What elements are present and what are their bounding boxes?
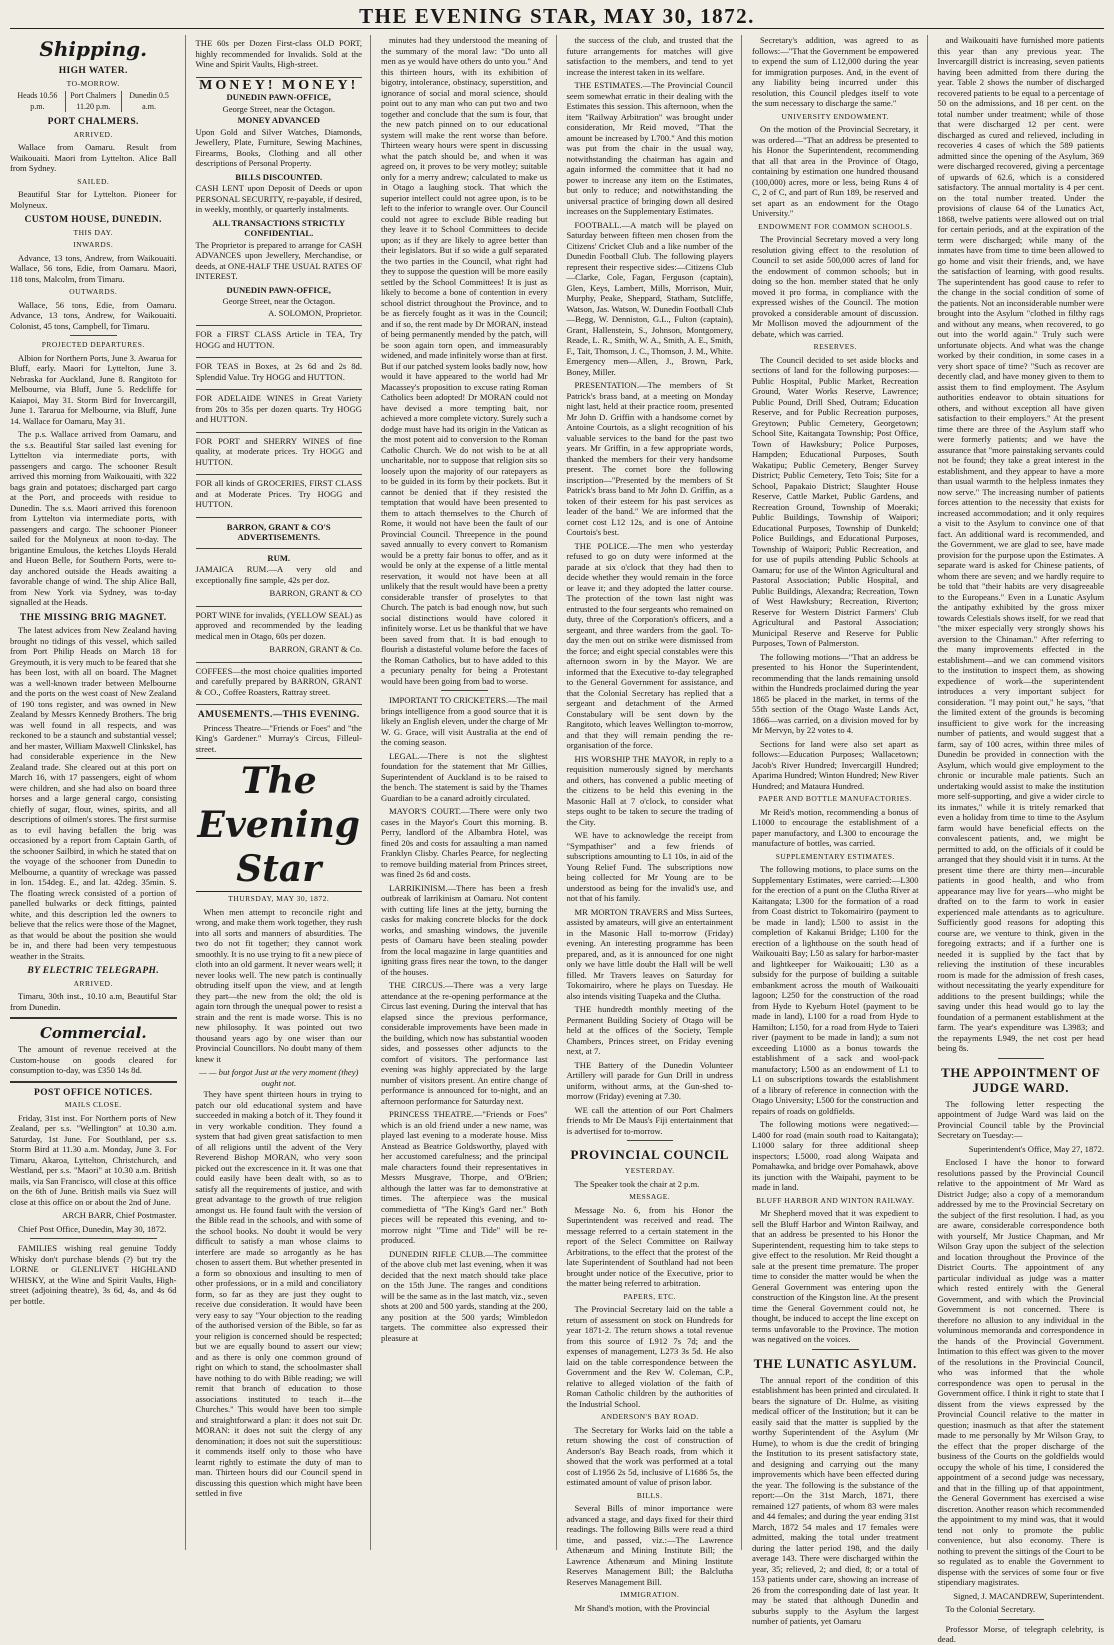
rum-signature: BARRON, GRANT & CO	[269, 588, 362, 598]
ad-groceries	[196, 475, 363, 518]
pc-immigration-label: IMMIGRATION.	[620, 1590, 680, 1599]
judge-ward-letter: Enclosed I have the honor to forward resolutions passed by the Provincial Council relative to the appointment of Mr Ward as District Judge; also a copy of a memorandum addressed by me to the Provincial Secretary on the subject of the first resolution. I had, as you are aware, considerable correspondence both with yourself, Mr Justice Chapman, and Mr Wilson Gray upon the subject of the selection and location throughout the Province of the District Courts. The appointment of any particular individual as judge was a matter which rested entirely with the General Government, and with which the Provincial Government is not concerned. There is therefore no allusion to any individual in the voluminous memoranda and correspondence in the hands of the Provincial Government. Intimation to this effect was given to the mover of the resolutions in the Provincial Council, who was informed that the whole correspondence was open to perusal in the Government office. I think it right to state that I dissent from the views expressed by the Provincial Council relative to the matter in question; inasmuch as that after the statement made to me personally by Mr Wilson Gray, to the effect that the proper discharge of the business of the Courts on the goldfields would occupy the whole of his time, I considered the appointment of a second judge was necessary, and that in the filling up of that appointment, the General Government has exercised a wise discretion. Another reason which recommended the appointment to my mind was, that it would tend not only to promote the public convenience, but also economy. There is nothing to prevent the sittings of the Court to be so regulated as to enable the Government to dispense with the services of some four or five stipendiary magistrates.	[937, 1157, 1104, 1587]
amusements-head: AMUSEMENTS.—THIS EVENING.	[197, 710, 360, 720]
sailed-label: SAILED.	[77, 176, 110, 186]
ad-tea-1	[196, 326, 363, 358]
pc-message-label: MESSAGE.	[629, 1192, 671, 1201]
barron-grant-head: BARRON, GRANT & CO'S ADVERTISEMENTS.	[226, 521, 331, 542]
leader-text: When men attempt to reconcile right and wrong, and make them work together, they rush into all sorts and manners of absurdities. The two do not fit together; they cannot work smoothly. It is no use trying to fit a new piece of cloth into an old garment. It never wears well; it never looks well. The new patch is continually obtruding itself upon the view, and at length they part—the new from the old; the old is again torn through the unequal power to resist a strain and the rent is made worse. This is no new philosophy. It was pointed out two thousand years ago by one wiser than our Provincial Councillors. No doubt many of them knew it	[195, 906, 363, 1064]
reserves-text-3: Sections for land were also set apart as follows:—Education Purposes; Wallacetown; Jacob's River Hundred; Invercargill Hundred; Aparima Hundred; Winton Hundred; New River Hundred; and Mataura Hundred.	[752, 738, 919, 791]
travers-item: MR MORTON TRAVERS and Miss Surtees, assisted by amateurs, will give an entertainment in the Masonic Hall to-morrow (Friday) evening. An interesting programme has been prepared, and, as it is announced for one night only we have little doubt the Hall will be well filled. Mr Travers leaves on Saturday for Tokomairiro, where he plays on Tuesday. He also intends visiting Tuapeka and the Clutha.	[566, 906, 733, 1001]
missing-brig-text: The latest advices from New Zealand having brought no tidings of this vessel, which sailed from Port Philip Heads on March 18 for Greymouth, it is very much to be feared that she has been lost, with all on board. The Magnet was a well-known trader between Melbourne and the ports on the west coast of New Zealand of 190 tons register, and was owned in New Zealand by Messrs Kennedy Brothers. The brig was well found in all respects, and was reckoned to be a staunch and substantial vessel; and her master, William Maxwell Clinkskel, has had considerable experience in the New Zealand trade. She cleared out at this port on March 16, with 17 passengers, eight of whom were children, and she had also on board three horses and a large general cargo, consisting chiefly of sugar, flour, wines, spirits, and all descriptions of oilmen's stores. The first surmise as to evil having befallen the brig was occasioned by a report from Captain Garth, of the schooner Sailbird, in which he stated that on the voyage of the schooner from Dunedin to Melbourne, a quantity of wreckage was passed in lon. 154deg. E., and lat. 42deg. 35min. S. The floating wreck consisted of a portion of panelled bulwarks or deck fittings, painted white, and this description led the owners to believe that the relics were those of the Magnet, as that would be about the position she would be in, and there had been very tempestuous weather in the Straits.	[10, 625, 177, 961]
mails-close-label: MAILS CLOSE.	[64, 1100, 122, 1109]
ad-pawn-office	[196, 78, 363, 327]
tide-dunedin: Dunedin 0.5 a.m.	[129, 91, 169, 111]
shipping-news: The p.s. Wallace arrived from Oamaru, and the s.s. Beautiful Star sailed last evening for Lyttelton via intermediate ports, with passengers and cargo. The schooner Result arrived this morning from Waikouaiti, with 322 bags grain and potatoes; discharged part cargo at the Port, and proceeds with residue to Dunedin. The s.s. Maori arrived this forenoon from Lyttelton via intermediate ports, with passengers and cargo. The schooner Pioneer sailed for the Molyneux at noon to-day. The brigantine Emulous, the ketches Lloyds Herald and Hueon Belle, for Southern Ports, were to-day anchored outside the Heads awaiting a favorable change of wind. The ship Alice Ball, from New York via Sydney, was to-day signalled at the Heads.	[10, 429, 177, 607]
university-label: UNIVERSITY ENDOWMENT.	[781, 111, 890, 121]
post-office-text: Friday, 31st inst. For Northern ports of New Zealand, per s.s. "Wellington" at 10.30 a.m. Saturday, 1st June. For Southland, per s.s. Storm Bird at 11.30 a.m. Monday, June 3. For Timaru, Akaroa, Lyttelton, Christchurch, and Westland, per s.s. "Maori" at 10.30 a.m. British mails, via San Francisco, will close at this office on the 6th of June. British mails via Suez will close at this office on or about the 2nd of June.	[10, 1112, 177, 1207]
pc-bills: Several Bills of minor importance were advanced a stage, and days fixed for their third readings. The following Bills were read a third time, and passed, viz.:—The Lawrence Athenæum and Mining Institute Bill; the Lawrence Athenæum and Mining Institute Reserves Management Bill; the Balclutha Reserves Management Bill.	[566, 1503, 733, 1587]
paper-label: PAPER AND BOTTLE MANUFACTORIES.	[758, 794, 912, 803]
coffees-text: COFFEES—the most choice qualities imported and carefully prepared by BARRON, GRANT & CO., Coffee Roasters, Rattray street.	[195, 665, 362, 697]
commercial-text: The amount of revenue received at the Custom-house on goods cleared for consumption to-day, was £350 14s 8d.	[10, 1044, 177, 1075]
pc-message: Message No. 6, from his Honor the Superintendent was received and read. The message referred to a certain statement in the report of the Select Committee on Railway Arbitrations, to the effect that the protest of the late Superintendent of Southland had not been brought under notice of the Executive, prior to the matter being referred to arbitration.	[566, 1204, 733, 1288]
ad-tea-2-text: FOR TEAS in Boxes, at 2s 6d and 2s 8d. Splendid Value. Try HOGG and HUTTON.	[195, 361, 362, 382]
telegraph-head: BY ELECTRIC TELEGRAPH.	[27, 966, 160, 976]
port-wine-signature: BARRON, GRANT & Co.	[269, 644, 362, 654]
reserves-label: RESERVES.	[813, 342, 857, 351]
pawn-office-head-2: DUNEDIN PAWN-OFFICE,	[226, 284, 331, 295]
pc-papers: The Provincial Secretary laid on the table a return of assessment on stock on Hundreds for year 1871-2. The return shows a total revenue from this source of L912 7s 7d; and the expenses of management, L273 3s 5d. He also laid on the table correspondence between the Government and the Rev W. Coleman, C.P., relative to alleged violation of the faith of Roman Catholic children by the authorities of the Industrial School.	[566, 1304, 733, 1409]
bluff-label: BLUFF HARBOR AND WINTON RAILWAY.	[756, 1195, 915, 1205]
money-advanced: MONEY ADVANCED	[237, 115, 320, 125]
ad-barron-grant	[196, 518, 363, 549]
proprietor-text: The Proprietor is prepared to arrange for CASH ADVANCES upon Jewellery, Merchandise, or deeds, at ONE-HALF THE USUAL RATES OF INTEREST.	[195, 239, 362, 281]
pc-immigration: Mr Shand's motion, with the Provincial	[574, 1602, 710, 1613]
ad-adelaide-text: FOR ADELAIDE WINES in Great Variety from 20s to 35s per dozen quarts. Try HOGG and HUTTON.	[195, 393, 362, 424]
this-day-label: THIS DAY.	[73, 227, 113, 237]
reserves-text-2: The following motions—"That an address be presented to his Honor the Superintendent, recommending that the lands remaining unsold within the Hundreds proclaimed during the year 1865 be placed in the market, in terms of the 55th section of the Otago Waste Lands Act, 1866—was carried, on a division moved for by Mr Mervyn, by 22 votes to 4.	[752, 651, 919, 735]
column-2	[196, 35, 372, 1550]
pc-anderson: The Secretary for Works laid on the table a return showing the cost of construction of Anderson's Bay Beach roads, from which it showed that the work was performed at a total cost of L1956 2s 5d, inclusive of L1686 5s, the estimated amount of value of prison labor.	[566, 1424, 733, 1487]
mayor-item: HIS WORSHIP THE MAYOR, in reply to a requisition numerously signed by merchants and others, has convened a public meeting of the citizens to be held this evening in the Masonic Hall at 7 o'clock, to consider what steps ought to be taken to secure the trading of the City.	[566, 753, 733, 827]
divider	[70, 335, 117, 336]
ad-old-port-text: THE 60s per Dozen First-class OLD PORT, highly recommended for Invalids. Sold at the Wine and Spirit Vaults, High-street.	[195, 38, 362, 69]
inwards-label: INWARDS.	[73, 240, 114, 249]
ad-tea-2	[196, 358, 363, 390]
column-1	[10, 35, 186, 1550]
arrived-text: Wallace from Oamaru. Result from Waikouaiti. Maori from Lyttelton. Alice Ball from Sydney.	[10, 142, 177, 173]
pc-continued: Secretary's addition, was agreed to as follows:—"That the Government be empowered to expend the sum of L12,000 during the year for immigration purposes. And, in the event of any liability being incurred under this resolution, this Council pledges itself to vote the sum necessary to discharge the same."	[752, 35, 919, 108]
judge-ward-to: To the Colonial Secretary.	[945, 1604, 1036, 1614]
supplementary-text: The following motions, to place sums on the Supplementary Estimates, were carried:—L300 for the erection of a punt on the Clutha River at Kaitangata; L300 for the formation of a road from Coast district to Tokomairiro (payment to be made in land); L500 to assist in the completion of Kakanui Bridge; L100 for the erection of a lighthouse on the south head of Waikouaiti Bay; L50 as salary for harbor-master and lightkeeper for Waikouaiti; L30 as a subsidy for the purpose of building a suitable embankment across the mouth of Waikouaiti lagoon; L250 for the construction of the road from Hyde to Kyeburn Hotel (payment to be made in land), L100 for a road from Hyde to Hamilton; L150, for a road from Hyde to Taieri river (payment to be made in land); a sum not exceeding L1000 as a bonus towards the establishment of a sack and wool-pack manufactory; L500 as an endowment of L1 to L1 on subscriptions towards the establishment of a library of reference in connection with the Otago University; L500 for the construction and repairs of roads on goldfields.	[752, 864, 919, 1116]
bluff-text: Mr Shepherd moved that it was expedient to sell the Bluff Harbor and Winton Railway, and that an address be presented to his Honor the Superintendent, requesting him to take steps to give effect to the resolution. Mr Reid thought a sale at the present time premature. The proper time to consider the matter would be when the General Government was entering upon the construction of the Kingston line. At the present time the General Government could not, he thought, be induced to accept the line except on terms unfavorable to the Province. The motion was negatived on the voices.	[752, 1208, 919, 1344]
football-item: FOOTBALL.—A match will be played on Saturday between fifteen men chosen from the Citizens' Cricket Club and a like number of the Dunedin Football Club. The following players represent their respective sides:—Citizens Club—Clarke, Cole, Fagan, Ferguson (captain), Glen, Keys, Lambert, Mills, Morrison, Muir, Murphy, Peake, Sheppard, Statham, Sutcliffe, Watson, Jas. Watson, W. Dunedin Football Club—Begg, W. Denniston, G.L., Fulton (captain), Grant, Hallenstein, S., Johnson, Montgomery, Reade, L. R., Smith, W. A., Smith, A. E., Smith, F., Tait, Thomson, J. C., Thomson, J. M., White. Emergency men—Allen, J., Brown, Park, Boney, Miller.	[566, 219, 733, 377]
presentation-item: PRESENTATION.—The members of St Patrick's brass band, at a meeting on Monday night last, held at their practice room, presented Mr John D. Griffin with a handsome cornet by Antoine Courtois, as a slight recognition of his valuable services to the band for the past two years. Mr Griffin, in a few appropriate words, thanked the members for their very handsome present. The cornet bore the following inscription—"Presented by the members of St Patrick's brass band to Mr John D. Griffin, as a token of their esteem for his past services as leader of the band." We are informed that the cornet cost L12 12s, and is one of Antoine Courtois's best.	[566, 380, 733, 537]
outwards-label: OUTWARDS.	[69, 287, 118, 296]
ad-rum	[196, 549, 363, 607]
divider	[10, 1017, 177, 1019]
commercial-title: Commercial.	[39, 1024, 147, 1042]
pc-papers-label: PAPERS, ETC.	[623, 1291, 677, 1301]
cricketers-item: IMPORTANT TO CRICKETERS.—The mail brings intelligence from a good source that it is likely an English eleven, under the charge of Mr W. G. Grace, will visit Australia at the end of the coming season.	[381, 695, 548, 747]
provincial-council-head: PROVINCIAL COUNCIL	[570, 1147, 729, 1162]
tomorrow-label: TO-MORROW.	[66, 78, 120, 88]
post-office-signature: ARCH BARR, Chief Postmaster.	[62, 1210, 177, 1220]
judge-ward-office: Superintendent's Office, May 27, 1872.	[968, 1143, 1104, 1154]
supplementary-label: SUPPLEMENTARY ESTIMATES.	[775, 851, 895, 861]
ad-old-port	[196, 35, 363, 78]
divider	[812, 1349, 859, 1350]
inwards-text: Advance, 13 tons, Andrew, from Waikouaiti. Wallace, 56 tons, Edie, from Oamaru. Maori, 118 tons, Malcolm, from Timaru.	[10, 252, 177, 284]
police-item: THE POLICE.—The men who yesterday refused to go on duty were informed at the parade at six o'clock that they had then to decide whether they would remain in the force or leave it; and they adopted the latter course. The protection of the town last night was entrusted to the four sergeants who remained on duty, three of the Corporation's officers, and a sergeant, and three warders from the gaol. To-day the men out on strike were dismissed from the force; and eight special constables were this afternoon sworn in by the Mayor. We are informed that the Executive to-day telegraphed to the General Government for assistance, and that the Colonial Secretary has replied that a sergeant and detachment of the Armed Constabulary will be sent down by the Rangitoto, which leaves Wellington to-morrow, and that they will remain pending the re-organisation of the force.	[566, 540, 733, 750]
ad-port-sherry	[196, 433, 363, 476]
leader-text-2: They have spent thirteen hours in trying to patch our old educational system and have succeeded in making a botch of it. They found it in very workable condition. They found a system that had given great satisfaction to men of all religions until the advent of the Very Reverend Bishop MORAN, who very soon picked out the excrescence in it. It was one that could easily have been dealt with, so as to satisfy all the requirements of justice, and with great advantage to the growth of true religion amongst us. He found fault with the version of the Bible read in the schools, and with some of the school books. No doubt it would be very difficult to satisfy a man whose claims to interfere are made so arrogantly as he has chosen to assert them. But whether presented in a form so obnoxious and insulting to men of other professions, or in a mild and conciliatory form, so far as they are just they ought to receive due consideration. It would have been very easy to say "Your objection to the reading of the authorised version of the Bible, so far as your religion is concerned should be respected; but we are equally bound to assert our view; and as there is only one common ground of right on which to stand, the schoolmaster shall have nothing to do with Bible reading; we will remit that branch of education to those associations instituted to teach it—the Churches." This would have been too simple and straightforward a plan: it does not suit Dr. MORAN: it does not suit the clergy of any denomination; it does not suit the superstitious: it commends itself only to those who have learnt rightly to estimate the duty of man to man. Thirteen hours did our Council spend in discussing this question which might have been settled in five	[195, 1089, 362, 1498]
page-masthead: THE EVENING STAR, MAY 30, 1872.	[10, 4, 1104, 29]
cash-lent: CASH LENT upon Deposit of Deeds or upon PERSONAL SECURITY, re-payable, if desired, in weekly, monthly, or quarterly instalments.	[195, 183, 362, 214]
endowment-label: ENDOWMENT FOR COMMON SCHOOLS.	[758, 221, 913, 231]
estimates-item: THE ESTIMATES.—The Provincial Council seem somewhat erratic in their dealing with the Estimates this session. This afternoon, when the item "Railway Arbitration" was brought under consideration, Mr Reid moved, "That the amount be increased by L700." And this motion was put from the chair in the usual way, notwithstanding the chairman has again and again informed the committee that it had no power to increase any item on the Estimates, but only to reduce; and notwithstanding the universal practice of bringing down all desired increases on the Supplementary Estimates.	[566, 80, 733, 216]
column-3	[381, 35, 557, 1550]
rifle-club-continued: the success of the club, and trusted that the future arrangements for matches will give satisfaction to the members, and tend to yet increase the interest taken in its welfare.	[566, 35, 733, 77]
ad-adelaide	[196, 390, 363, 433]
port-chalmers-item: WE call the attention of our Port Chalmers friends to Mr De Maus's Fiji entertainment that is advertised for to-morrow.	[566, 1104, 733, 1136]
telegraph-arrived: ARRIVED.	[73, 978, 113, 988]
ad-tea-1-text: FOR a FIRST CLASS Article in TEA, Try HOGG and HUTTON.	[195, 329, 362, 350]
pawn-office-address: George Street, near the Octagon.	[222, 103, 335, 114]
port-chalmers-head: PORT CHALMERS.	[47, 117, 139, 127]
divider	[998, 1619, 1045, 1620]
judge-ward-signed: Signed, J. MACANDREW, Superintendent.	[953, 1590, 1104, 1601]
post-office-footer: Chief Post Office, Dunedin, May 30, 1872.	[18, 1223, 167, 1234]
pc-chair: The Speaker took the chair at 2 p.m.	[574, 1178, 700, 1189]
rum-head: RUM.	[267, 552, 291, 563]
pawn-office-address-2: George Street, near the Octagon.	[222, 296, 335, 306]
larrikinism-item: LARRIKINISM.—There has been a fresh outbreak of larrikinism at Oamaru. Not content with cutting life lines at the jetty, burning the casks for making concrete blocks for the dock works, and smashing windows, the juvenile pests of Oamaru have been stealing powder from the local magazine in large quantities and igniting grass fires near the town, to the danger of the houses.	[381, 882, 548, 977]
lunatic-asylum-text: The annual report of the condition of this establishment has been printed and circulated. It bears the signature of Dr. Hulme, as visiting medical officer of the Institution; but it can be easily said that the matter is supplied by the worthy Superintendent of the Asylum (Mr Hume), to whom is due the credit of bringing the Institution to its present satisfactory state, and designing and carrying out the many improvements which have been effected during the year. The following is the substance of the report:—On the 31st March, 1871, there remained 127 patients, of whom 83 were males and 44 females; and during the year ending 31st March, 1872 54 males and 17 females were admitted, making the total under treatment during the latter period 198, and the daily average 143. There were discharged within the year, 35; relieved, 2; and died, 8; or a total of 153 patients under care, showing an increase of 26 from the corresponding date of last year. It may be stated that although Dunedin and suburbs supply to the Asylum the largest number of patients, yet Oamaru	[752, 1374, 919, 1626]
divider	[30, 1238, 157, 1239]
endowment-text: The Provincial Secretary moved a very long resolution giving effect to the resolution of Council to set aside 500,000 acres of land for the endowment of common schools; but in doing so the hon. member stated that he only moved it pro forma, in compliance with the expressed wishes of the Council. The motion provoked a considerable amount of discussion. Mr Mollison moved the adjournment of the debate, which was carried.	[752, 234, 919, 339]
tide-table	[10, 91, 177, 112]
ad-coffees	[196, 663, 363, 706]
high-water-head: HIGH WATER.	[58, 66, 128, 76]
ad-groceries-text: FOR all kinds of GROCERIES, FIRST CLASS and at Moderate Prices. Try HOGG and HUTTON.	[195, 478, 362, 509]
battery-item: THE Battery of the Dunedin Volunteer Artillery will parade for Gun Drill in undress uniform, without arms, at the Gun-shed to-morrow (Friday) evening at 7.30.	[566, 1059, 733, 1101]
divider	[441, 690, 488, 691]
bills-discounted: BILLS DISCOUNTED.	[235, 171, 323, 182]
rifle-club-item: DUNEDIN RIFLE CLUB.—The committee of the above club met last evening, when it was decided that the next match should take place on the 15th June. The ranges and conditions will be the same as in the last match, viz., seven shots at 200 and 500 yards, standing at the 200, any position at the 500 yards; Wimbledon targets. The committee also expressed their pleasure at	[381, 1248, 548, 1343]
projected-label: PROJECTED DEPARTURES.	[41, 340, 145, 349]
pawn-office-head: DUNEDIN PAWN-OFFICE,	[226, 92, 331, 102]
lunatic-asylum-head: THE LUNATIC ASYLUM.	[753, 1355, 917, 1371]
arrived-label: ARRIVED.	[73, 129, 113, 139]
sailed-text: Beautiful Star for Lyttelton. Pioneer for Molyneux.	[10, 189, 177, 210]
outwards-text: Wallace, 56 tons, Edie, from Oamaru. Advance, 13 tons, Andrew, for Waikouaiti. Colonist, 45 tons, Campbell, for Timaru.	[10, 299, 177, 331]
money-head: MONEY! MONEY!	[199, 77, 359, 93]
university-text: On the motion of the Provincial Secretary, it was ordered—"That an address be presented to his Honor the Superintendent, recommending that all that area in the Province of Otago, containing by estimation one hundred thousand (100,000) acres, more or less, being Runs 4 of C, 2 of C, and part of Run 189, be reserved and set apart as an endowment for the Otago University."	[752, 124, 919, 218]
rum-text: JAMAICA RUM.—A very old and exceptionally fine sample, 42s per doz.	[195, 564, 362, 585]
legal-item: LEGAL.—There is not the slightest foundation for the statement that Mr Gillies, Superintendent of Auckland is to be raised to the bench. The statement is said by the Thames Guardian to be a canard adroitly circulated.	[381, 750, 548, 803]
princess-theatre-item: PRINCESS THEATRE.—"Friends or Foes" which is an old friend under a new name, was played last evening to a moderate house. Miss Anstead as Beatrice Goldsworthy, played with her accustomed carefulness; and the principal male characters found their representatives in Messrs Musgrave, Thorpe, and O'Brien; although the latter was far to demonstrative at times. The afterpiece was the musical commedietta of "The King's Gard ner." Both pieces will be repeated this evening, and to-morrow night "Time and Tide" will be re-produced.	[381, 1109, 548, 1245]
divider	[998, 1058, 1045, 1059]
pawn-office-signature: A. SOLOMON, Proprietor.	[268, 307, 362, 318]
families-ad: FAMILIES wishing real genuine Toddy Whisky don't purchase blends (?) but try the LORNE or GLENLIVET HIGHLAND WHISKY, at the Wine and Spirit Vaults, High-street (adjoining theatre), 3s 6d, 4s, and 4s 6d per bottle.	[10, 1243, 177, 1306]
customs-head: CUSTOM HOUSE, DUNEDIN.	[24, 215, 162, 225]
pawn-office-text: Upon Gold and Silver Watches, Diamonds, Jewellery, Plate, Furniture, Sewing Machines, Firearms, Books, Clothing and all other descriptions of Personal Property.	[195, 126, 362, 168]
telegraph-text: Timaru, 30th inst., 10.10 a.m, Beautiful Star from Dunedin.	[10, 991, 177, 1012]
judge-ward-head: THE APPOINTMENT OF JUDGE WARD.	[941, 1064, 1101, 1095]
evening-star-nameplate: The Evening Star	[196, 758, 363, 892]
reserves-text: The Council decided to set aside blocks and sections of land for the following purposes:—Public Hospital, Public Market, Recreation Ground, Water Works Reserve, Lawrence; Public Pound, Drill Shed, Outram; Education Reserve, and for Public Recreation purposes, Greytown; Public Cemetery, Georgetown; School Site, Kaitangata Township; Post Office, Town of Hawksbury; Police Purposes, Hampden; Educational Purposes, South Wakatipu; Public Cemetery, Benger Survey District; Public Cemetery, Teto Tois; Site for a School, Papakaio District; Slaughter House Reserve, Cattle Market, Public Gardens, and Recreation Ground, Township of Moeraki; Public Buildings, Township of Waipori; Educational Purposes, Township of Dunkeld; Police Buildings, and Educational Purposes, Township of Waipori; Public Recreation, and for use of pupils attending Public Schools at Oamaru; for use of the Winton Agricultural and Pastoral Association; Public Hospital, and Public Buildings, Alexandra; Recreation, Town of West Hawksbury; Recreation, Riverton; Reserve for Western District Farmers' Club Agricultural and Pastoral Association; Municipal Reserve and Reserve for Public Purposes, Town of Palmerston.	[752, 354, 919, 648]
pc-bills-label: BILLS.	[636, 1490, 663, 1500]
circus-item: THE CIRCUS.—There was a very large attendance at the re-opening performance at the Circus last evening. During the interval that has elapsed since the previous performance, considerable improvements have been made in the building, which now has substantial wooden sides, and possesses other adjuncts to the comfort of visitors. The performance last evening was highly appreciated by the large number of visitors present. An entire change of performance is announced for to-night, and an afternoon performance for Saturday next.	[381, 980, 548, 1106]
columns	[10, 35, 1104, 1644]
dateline: THURSDAY, MAY 30, 1872.	[228, 894, 330, 903]
tide-port-chalmers: Port Chalmers 11.20 p.m.	[66, 91, 122, 112]
shipping-title: Shipping.	[39, 37, 148, 61]
all-transactions: ALL TRANSACTIONS STRICTLY CONFIDENTIAL.	[212, 217, 346, 238]
leader-continued: minutes had they understood the meaning of the summary of the moral law: "Do unto all men as ye would have others do unto you." And this thirteen hours, with its exhibition of bigotry, intolerance, obstinacy, superstition, and ignorance of social and moral science, should point out to any man who can put two and two together and conclude that the sum is four, that the new patch pinned on to our educational system will make the rent worse than before. Thirteen weary hours were spent in discussing what the patch should be, and when it was agreed on, it proves to be very motley; suitable only for a merry andrew; calculated to make us in Otago a laughing stock. That which the superior intellect could not agree upon, is to be left to the inferior to wrangle over. Our Council could not agree to exclude Bible reading but they leave it to School Committees to decide upon; as if they are likely to agree better than their legislators. But if so wide a gulf separated the two parties in the Council, what right had they to suppose the question will be more easily settled by the School Committees! It is just as likely to become a bone of contention in every school district throughout the Province, and to be as fiercely fought as it was in the Council; and if so, the rent made by Dr MORAN, instead of being permanently mended by the patch, will be soon again torn open, and immeasurably widened, and made infinitely worse than at first. But if our patched system looks badly now, how would it have appeared to the world had Mr Macassey's proposition to excuse rating Roman Catholics been adopted! Dr MORAN could not have devised a more tempting bait, nor achieved a more complete victory. Surely such a dodge must have had its origin in the Vatican as the most potent aid to conversion to the Roman Catholic Church. We do not wish to be at all uncharitable, nor to suppose that religion sits so loosely upon the majority of our ratepayers as to be guided in its form by their pockets. But it cannot be denied that if they resisted the temptation that would have been presented to them to attach themselves to the Church of Rome, it would not have been the fault of our Provincial Council. Threepence in the pound saved annually to every convert to Romanism would be a pretty fair bonus to offer, and as it would be only at the expense of a little mental reservation, it would not have been at all unlikely that the result would have been a pretty considerable transfer of proselytes to that Church. The patch is bad enough now, but such social distinctions would have colored it infinitely worse. Let us be thankful that we have been saved from that. It is bad enough to flourish a distasteful volume before the faces of the Roman Catholics, but to have added to this a pecuniary penalty for being a Protestant would have been going from bad to worse.	[381, 35, 548, 686]
missing-brig-head: THE MISSING BRIG MAGNET.	[19, 612, 167, 623]
column-4	[566, 35, 743, 1613]
tide-heads: Heads 10.56 p.m.	[10, 91, 66, 112]
ad-port-sherry-text: FOR PORT and SHERRY WINES of fine quality, at moderate prices. Try HOGG and HUTTON.	[195, 435, 362, 467]
building-society-item: THE hundredth monthly meeting of the Permanent Building Society of Otago will be held at the offices of the Society, Temple Chambers, Princes street, on Friday evening next, at 7.	[566, 1004, 733, 1056]
pc-anderson-label: ANDERSON'S BAY ROAD.	[600, 1412, 699, 1421]
pc-yesterday: YESTERDAY.	[624, 1166, 675, 1175]
post-office-head: POST OFFICE NOTICES.	[34, 1087, 153, 1098]
acknowledgement-item: WE have to acknowledge the receipt from "Sympathiser" and a few friends of subscriptions amounting to L1 10s, in aid of the Young Relief Fund. The subscriptions now being collected for Mr Young are to be understood as being for the invalid's use, and not that of his family.	[566, 830, 733, 903]
amusements-text: Princess Theatre—"Friends or Foes" and "the King's Gardener." Murray's Circus, Filleul-street.	[195, 722, 362, 754]
morse-item: Professor Morse, of telegraph celebrity, is dead.	[937, 1623, 1104, 1644]
port-wine-text: PORT WINE for invalids, (YELLOW SEAL) as approved and recommended by the leading medical men in Otago, 60s per dozen.	[195, 609, 362, 641]
divider	[10, 1081, 177, 1083]
projected-text: Albion for Northern Ports, June 3. Awarua for Bluff, early. Maori for Lyttelton, June 3. Nebraska for Auckland, June 8. Rangitoto for Melbourne, via Bluff, June 5. Redcliffe for Kaiapoi, May 31. Storm Bird for Invercargill, June 1. Tararua for Melbourne, via Bluff, June 14. Wallace for Oamaru, May 31.	[10, 352, 177, 426]
column-6	[937, 35, 1105, 1644]
column-5	[752, 35, 928, 1626]
leader-quote: — — but forgot Just at the very moment (they) ought not.	[199, 1067, 359, 1088]
judge-ward-intro: The following letter respecting the appointment of Judge Ward was laid on the Provincial Council table by the Provincial Secretary on Tuesday:—	[937, 1098, 1104, 1140]
ad-port-wine	[196, 607, 363, 663]
lunatic-asylum-continued: and Waikouaiti have furnished more patients this year than any previous year. The Invercargill district is increasing, seven patients having been admitted from there during the year. Table 2 shows the number of discharged recovered patients to be equal to a percentage of 50 on the admissions, and 18 per cent. on the total number under treatment; while of those that were discharged 12 per cent. were discharged as cured and relieved, including in recoveries 4 cases of which the 589 patients admitted since the opening of the Asylum, 369 were discharged recovered, giving a percentage of upwards of 62.6, which is a considered satisfactory. The annual mortality is 4 per cent. on the total number treated. Under the provisions of clause 64 of the Lunatics Act, 1868, twelve patients were allowed out on trial for certain periods, and at the expiration of the term were discharged; while many of the inmates have from time to time been allowed to go home and visit their friends, and, we have the satisfaction of learning, with good results. The superintendent has good cause to refer to the change in the social condition of some of the patients. Not an inconsiderable number were brought into the Asylum "clothed in filthy rags and without any means, when recovered, to go out into the world again." Truly such were unfortunate objects. And what was the change worked by their condition, in some cases in a very short space of time? "Such as recover are decently clad, and have money given to them to assist them to find employment. The Asylum authorities endeavor to obtain situations for others, and without exception all have given satisfaction to their employers." At the present time there are three of the Asylum staff who were formerly patients; and we have the assurance that "more painstaking servants could not be found; they take a great interest in the establishment, and they appear to have a more than usual warmth to the helpless inmates they now serve." The increasing number of patients forces attention to the necessity that exists for increased accommodation; and it only requires a visit to the Asylum to convince one of that fact. An additional ward is recommended, and the Government, we are glad to see, have made provision for the purpose upon the Estimates. A separate ward is asked for Chinese patients, of whom there are seven; and we hardly require to be told that "their habits are very disagreeable to the Europeans." Even in a Lunatic Asylum the antipathy exhibited by the gross mixer towards Celestials shows itself, for we read that "the mixer especially very strongly shows his aversion to the Chinaman." After referring to the many improvements effected in the establishment—and we can commend visitors to the institution to inspect them, as showing expedience of work—the superintendent introduces a very important subject for consideration. "I may point out," he says, "that the limited extent of the grounds is becoming insufficient to give work for the increasing number of patients, and would suggest that a farm, say of 100 acres, within three miles of Dunedin be provided in connection with the Asylum, which would give employment to the chronic or incurable male patients. Such an undertaking would assist to make the institution more self-supporting, and give a wider circle to its inmates," while it is tritely remarked that even a holiday from time to time to the Asylum farm would have beneficial effects on the convalescent patients, and, we might be permitted to add, on the officials of it could be arranged that they should visit it in turns. At the present time there are thirty men—incurable patients in good health, and who from appearance may live for years—who might be drafted on to the farm to work in easier experienced male attendants as to agriculture. Sufficiently good reasons for adopting this course are, we venture to think, given in the foregoing extracts; and if a further one is needed it is supplied by the fact that by relieving the institution of these incurables room is made for the admission of fresh cases, without necessitating the yearly expenditure for additions to the present buildings; while the saving under this head would go to lay the foundation of a permanent establishment at the farm. The year's expenditure was L3983; and the repayments L949, the net cost per head being 8s.	[937, 35, 1104, 1053]
paper-text: Mr Reid's motion, recommending a bonus of L1000 to encourage the establishment of a paper manufactory, and L300 to encourage the manufacture of bottles, was carried.	[752, 806, 919, 848]
negatived-text: The following motions were negatived:—L400 for road (main south road to Kaitangata); L1000 salary for three additional sheep inspectors; L5000, road along Waipata and Pomahawka, and bridge over Pomahawk, above its junction with the Waipahi, payment to be made in land.	[752, 1119, 919, 1192]
divider	[627, 1140, 674, 1141]
mayors-court-item: MAYOR'S COURT.—There were only two cases in the Mayor's Court this morning. B. Perry, landlord of the Albambra Hotel, was fined 20s and costs for assaulting a man named Franklyn Clisby. Charles Pearce, for neglecting to remove building material from Princes street, was fined 2s 6d and costs.	[381, 806, 548, 879]
